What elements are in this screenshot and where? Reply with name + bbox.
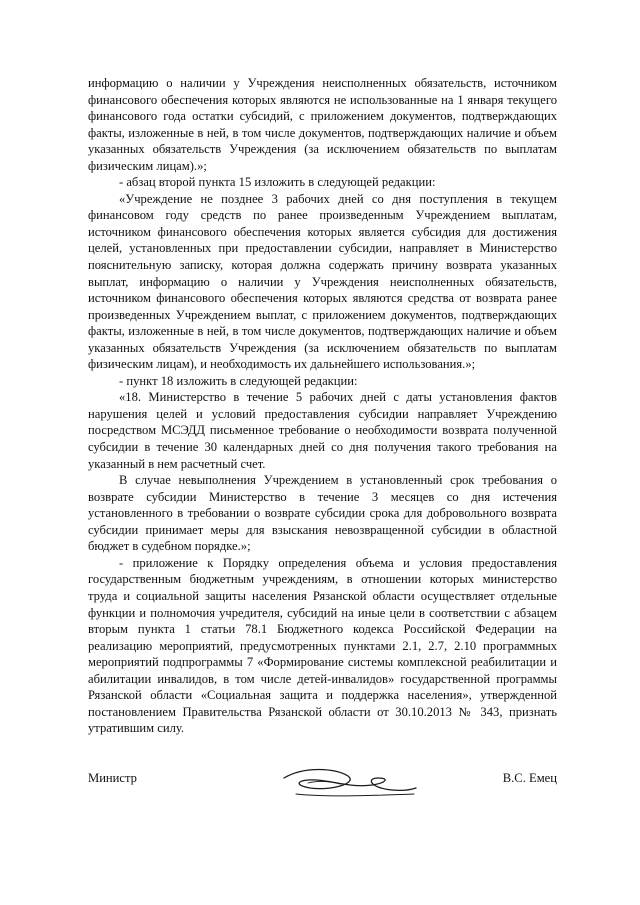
paragraph-amend-point-18: - пункт 18 изложить в следующей редакции: — [119, 373, 358, 388]
signature-block — [88, 770, 557, 810]
paragraph-non-fulfillment: В случае невыполнения Учреждением в установленный срок требования о возврате субсидии Министерство в течение 3 месяцев со дня истечения установленного в требовании о возврате субсидии срока для добровольного возврата субсидии принимает меры для взыскания невозвращенной субсидии в областной бюджет в судебном порядке.»; — [88, 473, 557, 554]
signatory-title: Министр — [88, 771, 137, 785]
paragraph-appendix-repeal: - приложение к Порядку определения объема и условия предоставления государственным бюджетным учреждениям, в отношении которых министерство труда и социальной защиты населения Рязанской области осуществляет отдельные функции и полномочия учредителя, субсидий на иные цели в соответствии с абзацем вторым пункта 1 статьи 78.1 Бюджетного кодекса Российской Федерации на реализацию мероприятий, предусмотренных пунктами 2.1, 2.7, 2.10 программных мероприятий подпрограммы 7 «Формирование системы комплексной реабилитации и абилитации инвалидов, в том числе детей-инвалидов» государственной программы Рязанской области «Социальная защита и поддержка населения», утвержденной постановлением Правительства Рязанской области от 30.10.2013 № 343, признать утратившим силу. — [88, 555, 557, 736]
paragraph-amend-point-15: - абзац второй пункта 15 изложить в следующей редакции: — [119, 175, 436, 190]
signatory-name: В.С. Емец — [502, 771, 557, 785]
handwritten-signature — [274, 764, 424, 806]
paragraph-point-15-text: «Учреждение не позднее 3 рабочих дней со дня поступления в текущем финансовом году средств по ранее произведенным Учреждением выплатам, источником финансового обеспечения которых является субсидия для достижения целей, установленных при предоставлении субсидии, направляет в Министерство пояснительную записку, которая должна содержать причину возврата указанных выплат, информацию о наличии у Учреждения неисполненных обязательств, источником финансового обеспечения которых являются средства от возврата ранее произведенных Учреждением выплат, с приложением документов, подтверждающих факты, изложенные в ней, в том числе документов, подтверждающих наличие и объем указанных обязательств Учреждения (за исключением обязательств по выплатам физическим лицам), и необходимость их дальнейшего использования.»; — [88, 191, 557, 372]
document-body — [88, 75, 557, 737]
paragraph-point-18-text: «18. Министерство в течение 5 рабочих дней с даты установления фактов нарушения целей и условий предоставления субсидии направляет Учреждению посредством МСЭДД письменное требование о необходимости возврата полученной субсидии в течение 30 календарных дней со дня получения такого требования на указанный в нем расчетный счет. — [88, 390, 557, 471]
paragraph-obligations-info: информацию о наличии у Учреждения неисполненных обязательств, источником финансового обеспечения которых являются не использованные на 1 января текущего финансового года остатки субсидий, с приложением документов, подтверждающих факты, изложенные в ней, в том числе документов, подтверждающих наличие и объем указанных обязательств Учреждения (за исключением обязательств по выплатам физическим лицам).»; — [88, 76, 557, 173]
